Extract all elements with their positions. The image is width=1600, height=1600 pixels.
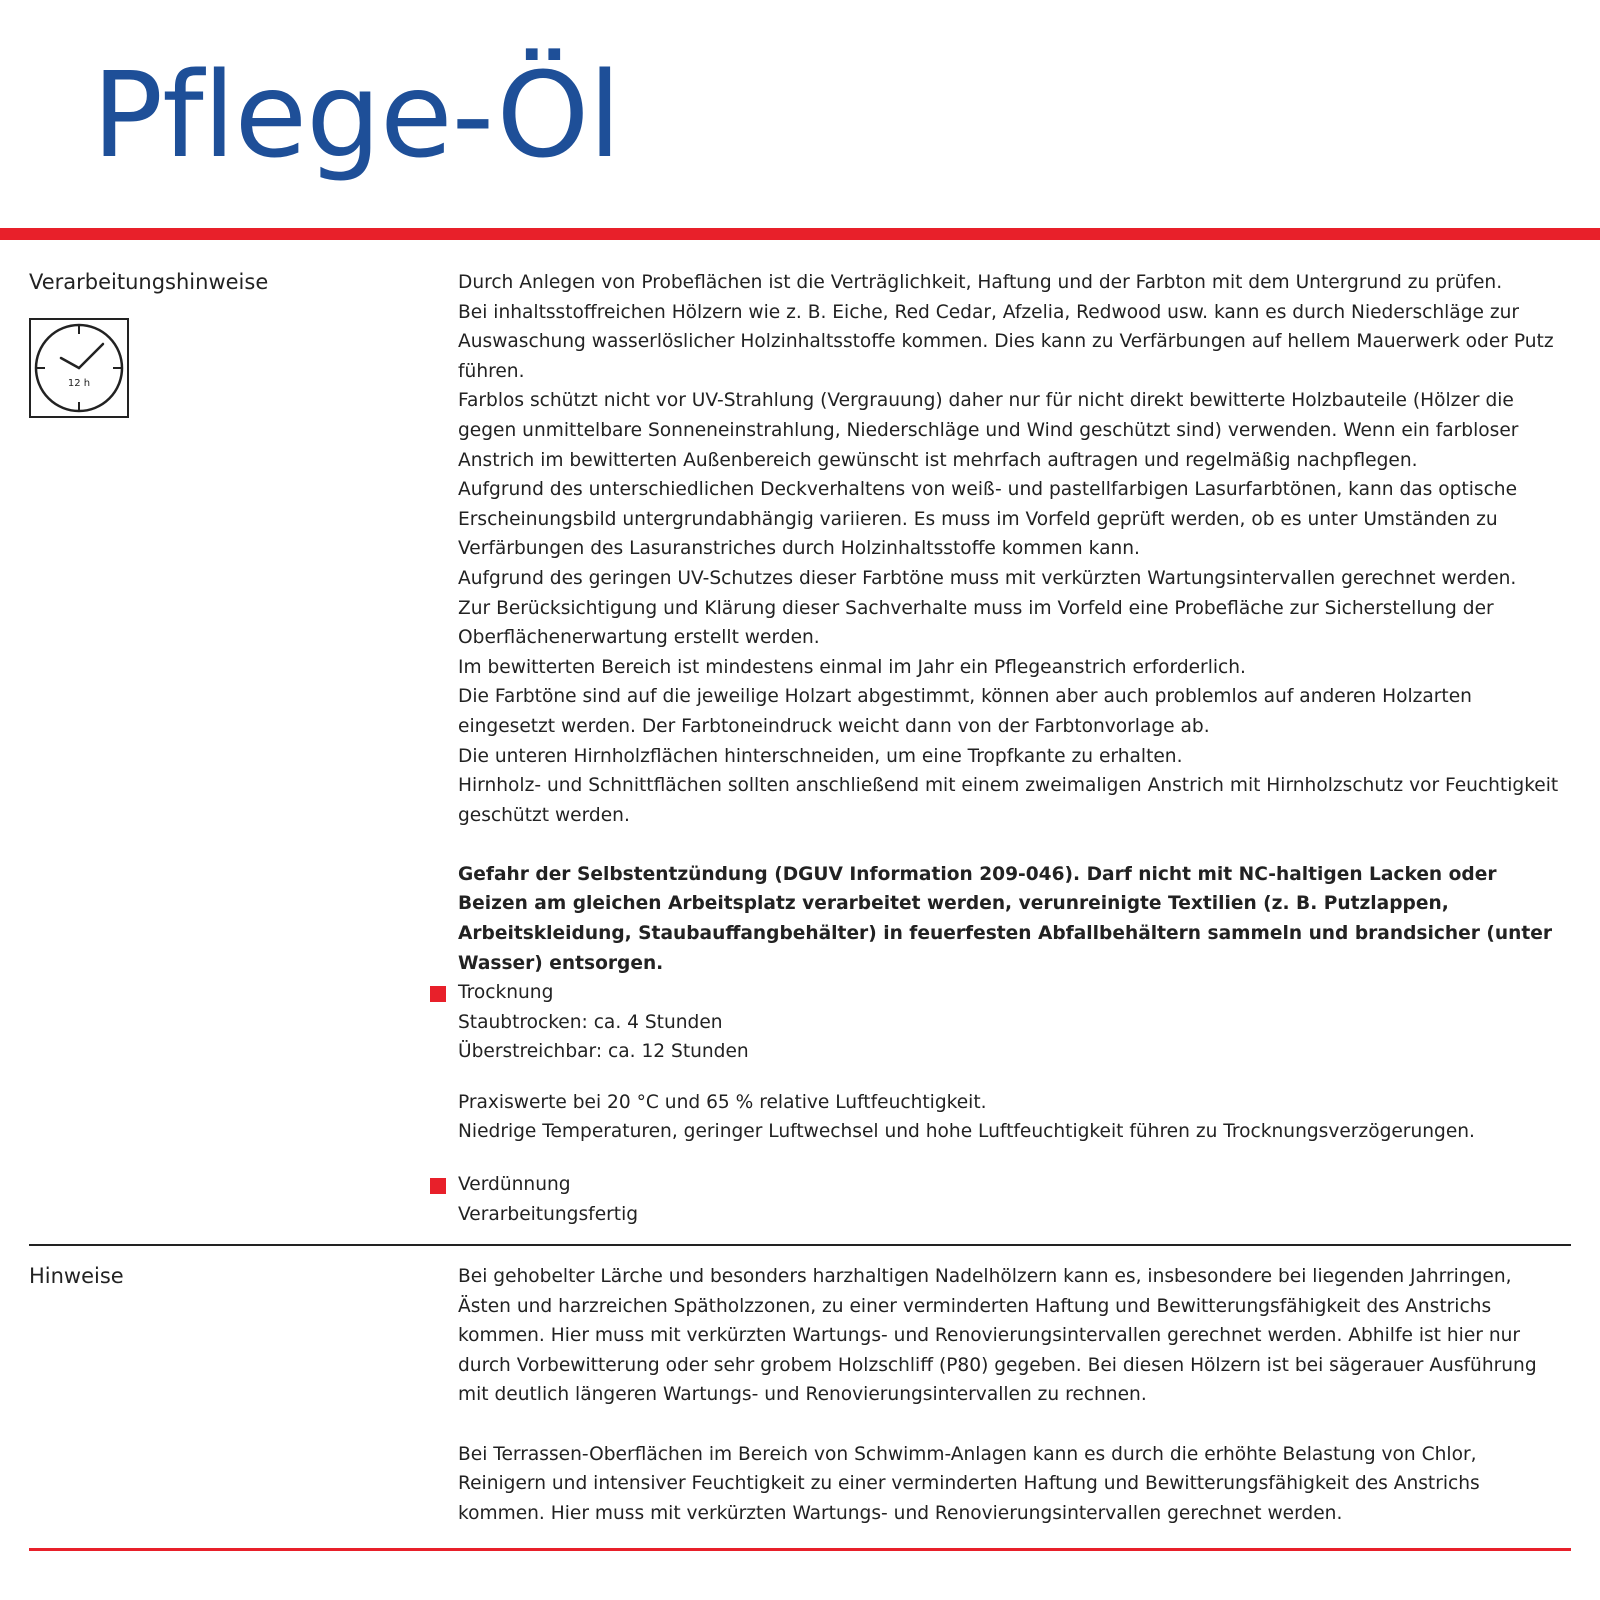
drying-note: Niedrige Temperaturen, geringer Luftwechsel und hohe Luftfeuchtigkeit führen zu Trocknungsverzögerungen. <box>458 1121 1475 1143</box>
processing-paragraph: Durch Anlegen von Probeflächen ist die Verträglichkeit, Haftung und der Farbton mit dem Untergrund zu prüfen. <box>458 272 1503 293</box>
notes-paragraph: Bei Terrassen-Oberflächen im Bereich von Schwimm-Anlagen kann es durch die erhöhte Belastung von Chlor, Reinigern und intensiver Feuchtigkeit zu einer verminderten Haftung und Bewitterungsfähigkeit des Anstrichs kommen. Hier muss mit verkürzten Wartungs- und Renovierungsintervallen gerechnet werden. <box>458 1443 1480 1524</box>
clock-12h-icon <box>29 318 129 418</box>
section-label-notes: Hinweise <box>29 1264 124 1288</box>
processing-paragraph: Aufgrund des geringen UV-Schutzes dieser Farbtöne muss mit verkürzten Wartungsintervallen gerechnet werden. <box>458 567 1517 589</box>
processing-paragraph: Zur Berücksichtigung und Klärung dieser Sachverhalte muss im Vorfeld eine Probefläche zur Sicherstellung der Oberflächenerwartung erstellt werden. <box>458 597 1494 649</box>
clock-label: 12 h <box>67 378 91 389</box>
drying-bullet <box>430 986 446 1002</box>
header-red-rule <box>0 228 1600 240</box>
drying-line: Staubtrocken: ca. 4 Stunden <box>458 1011 723 1033</box>
processing-paragraph: Die Farbtöne sind auf die jeweilige Holzart abgestimmt, können aber auch problemlos auf anderen Holzarten eingesetzt werden. Der Farbtoneindruck weicht dann von der Farbtonvorlage ab. <box>458 686 1472 737</box>
page-title: Pflege-Öl <box>92 46 621 184</box>
processing-body <box>458 268 1568 978</box>
fire-warning: Gefahr der Selbstentzündung (DGUV Information 209-046). Darf nicht mit NC-haltigen Lacken oder Beizen am gleichen Arbeitsplatz verarbeitet werden, verunreinigte Textilien (z. B. Putzlappen, Arbeitskleidung, Staubauffangbehälter) in feuerfesten Abfallbehältern sammeln und brandsicher (unter Wasser) entsorgen. <box>458 863 1552 974</box>
processing-paragraph: Aufgrund des unterschiedlichen Deckverhaltens von weiß- und pastellfarbigen Lasurfarbtönen, kann das optische Erscheinungsbild untergrundabhängig variieren. Es muss im Vorfeld geprüft werden, ob es unter Umständen zu Verfärbungen des Lasuranstriches durch Holzinhaltsstoffe kommen kann. <box>458 479 1518 560</box>
footer-red-rule <box>29 1548 1571 1551</box>
processing-paragraph: Bei inhaltsstoffreichen Hölzern wie z. B. Eiche, Red Cedar, Afzelia, Redwood usw. kann es durch Niederschläge zur Auswaschung wasserlöslicher Holzinhaltsstoffe kommen. Dies kann zu Verfärbungen auf hellem Mauerwerk oder Putz führen. <box>458 301 1554 382</box>
thinning-bullet <box>430 1178 446 1194</box>
section-divider <box>29 1244 1571 1246</box>
drying-line: Überstreichbar: ca. 12 Stunden <box>458 1041 749 1063</box>
processing-paragraph: Hirnholz- und Schnittflächen sollten anschließend mit einem zweimaligen Anstrich mit Hirnholzschutz vor Feuchtigkeit geschützt werden. <box>458 775 1559 826</box>
processing-paragraph: Die unteren Hirnholzflächen hinterschneiden, um eine Tropfkante zu erhalten. <box>458 745 1183 767</box>
drying-note: Praxiswerte bei 20 °C und 65 % relative Luftfeuchtigkeit. <box>458 1091 987 1113</box>
thinning-heading: Verdünnung <box>458 1174 571 1195</box>
drying-block <box>458 978 1568 1147</box>
processing-paragraph: Im bewitterten Bereich ist mindestens einmal im Jahr ein Pflegeanstrich erforderlich. <box>458 656 1246 678</box>
notes-body <box>458 1262 1568 1528</box>
drying-heading: Trocknung <box>458 982 554 1003</box>
thinning-value: Verarbeitungsfertig <box>458 1203 639 1225</box>
processing-paragraph: Farblos schützt nicht vor UV-Strahlung (Vergrauung) daher nur für nicht direkt bewitterte Holzbauteile (Hölzer die gegen unmittelbare Sonneneinstrahlung, Niederschläge und Wind geschützt sind) verwenden. Wenn ein farbloser Anstrich im bewitterten Außenbereich gewünscht ist mehrfach auftragen und regelmäßig nachpflegen. <box>458 390 1519 471</box>
notes-paragraph: Bei gehobelter Lärche und besonders harzhaltigen Nadelhölzern kann es, insbesondere bei liegenden Jahrringen, Ästen und harzreichen Spätholzzonen, zu einer verminderten Haftung und Bewitterungsfähigkeit des Anstrichs kommen. Hier muss mit verkürzten Wartungs- und Renovierungsintervallen gerechnet werden. Abhilfe ist hier nur durch Vorbewitterung oder sehr grobem Holzschliff (P80) gegeben. Bei diesen Hölzern ist bei sägerauer Ausführung mit deutlich längeren Wartungs- und Renovierungsintervallen zu rechnen. <box>458 1266 1537 1406</box>
section-label-processing: Verarbeitungshinweise <box>29 270 269 294</box>
thinning-block <box>458 1170 1568 1229</box>
